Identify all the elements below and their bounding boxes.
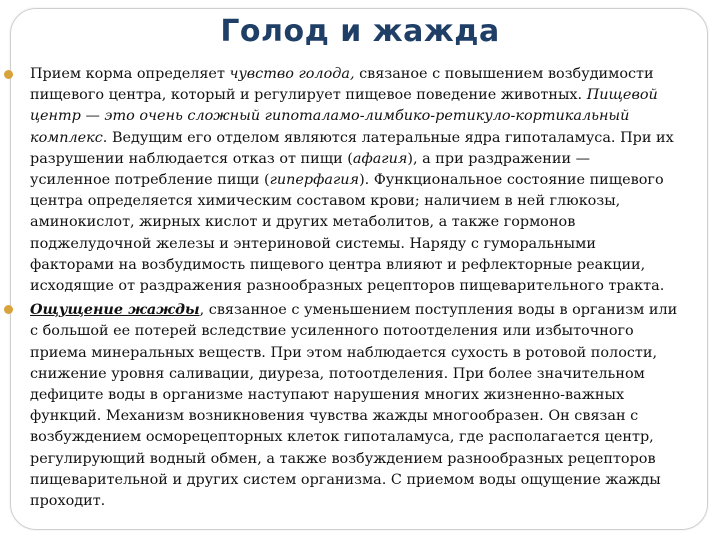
text-run: чувство голода,	[229, 66, 355, 82]
text-run: исходящие от раздражения разнообразных рецепторов пищеварительного тракта.	[30, 278, 665, 295]
text-line	[30, 149, 710, 170]
text-line	[30, 385, 710, 406]
text-run: ). Функциональное состояние пищевого	[359, 172, 664, 189]
text-run: разрушении наблюдается отказ от пищи (	[30, 150, 353, 167]
text-run: пищевого центра, который и регулирует пищевое поведение животных.	[30, 87, 587, 104]
text-run: поджелудочной железы и энтериновой системы. Наряду с гуморальными	[30, 235, 596, 252]
text-line	[30, 64, 710, 85]
text-run: . Ведущим его отделом являются латеральные ядра гипоталамуса. При их	[102, 129, 674, 146]
text-line	[30, 276, 710, 297]
text-line	[30, 321, 710, 342]
bullet-dot-icon	[4, 70, 13, 79]
text-run: Пищевой	[586, 87, 658, 104]
text-run: дефиците воды в организме наступают нарушения многих жизненно-важных	[30, 387, 625, 404]
text-line	[30, 85, 710, 106]
text-run: центра определяется химическим составом крови; наличием в ней глюкозы,	[30, 193, 621, 210]
text-run: , связанное с уменьшением поступления воды в организм или	[199, 302, 678, 319]
text-run: регулирующий водный обмен, а также возбуждением разнообразных рецепторов	[30, 450, 656, 467]
text-run: усиленное потребление пищи (	[30, 172, 270, 189]
text-run: снижение уровня саливации, диуреза, потоотделения. При более значительном	[30, 365, 645, 382]
text-run: функций. Механизм возникновения чувства жажды многообразен. Он связан с	[30, 408, 639, 425]
text-run: центр — это очень сложный гипоталамо-лимбико-ретикуло-кортикальный	[30, 108, 630, 125]
text-line	[30, 449, 710, 470]
text-run: Ощущение жажды	[30, 301, 200, 319]
text-run: пищеварительной и других систем организма. С приемом воды ощущение жажды	[30, 471, 661, 488]
text-run: приема минеральных веществ. При этом наблюдается сухость в ротовой полости,	[30, 344, 658, 361]
text-line	[30, 106, 710, 127]
text-run: факторами на возбудимость пищевого центра влияют и рефлекторные реакции,	[30, 256, 646, 273]
text-line	[30, 212, 710, 233]
text-run: ), а при раздражении —	[407, 150, 591, 167]
text-line	[30, 299, 710, 321]
text-line	[30, 255, 710, 276]
bullet-dot-icon	[4, 305, 13, 314]
text-line	[30, 191, 710, 212]
text-run: аминокислот, жирных кислот и других метаболитов, а также гормонов	[30, 214, 576, 231]
text-line	[30, 427, 710, 448]
text-line	[30, 343, 710, 364]
text-run: проходит.	[30, 493, 106, 510]
bullet-paragraph	[0, 299, 720, 512]
slide-title: Голод и жажда	[220, 14, 500, 49]
text-run: Прием корма определяет	[30, 66, 230, 82]
text-line	[30, 364, 710, 385]
slide-body	[0, 64, 720, 512]
text-run: с большой ее потерей вследствие усиленного потоотделения или избыточного	[30, 323, 634, 340]
text-line	[30, 406, 710, 427]
text-line	[30, 234, 710, 255]
text-run: гиперфагия	[269, 172, 360, 189]
text-line	[30, 170, 710, 191]
text-run: комплекс	[30, 129, 103, 146]
text-line	[30, 128, 710, 149]
text-line	[30, 491, 710, 512]
text-run: афагия	[352, 150, 408, 167]
text-line	[30, 470, 710, 491]
text-run: возбуждением осморецепторных клеток гипоталамуса, где располагается центр,	[30, 429, 654, 446]
bullet-paragraph	[0, 64, 720, 297]
text-run: связаное с повышением возбудимости	[354, 66, 654, 82]
